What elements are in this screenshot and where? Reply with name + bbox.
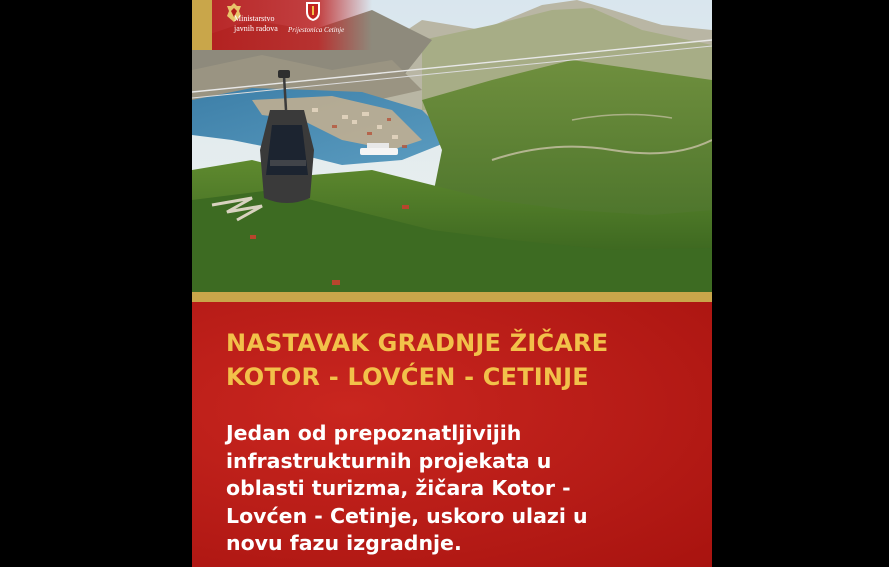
gold-accent-bar: [192, 0, 212, 50]
body-line: Jedan od prepoznatljivijih: [226, 421, 522, 445]
body-line: infrastrukturnih projekata u: [226, 448, 552, 473]
cetinje-name: Prijestonica Cetinje: [288, 26, 345, 34]
landscape-photo-kotor-bay-cable-car: [192, 0, 712, 292]
logo-header-bar: [192, 0, 372, 50]
body-line: oblasti turizma, žičara Kotor -: [226, 476, 571, 500]
headline-line-2: KOTOR - LOVĆEN - CETINJE: [226, 363, 589, 391]
headline-line-1: NASTAVAK GRADNJE ŽIČARE: [226, 329, 609, 357]
cetinje-crest-icon: [305, 0, 321, 22]
headline: [226, 326, 696, 394]
gold-divider-stripe: [192, 292, 712, 302]
body-paragraph: [226, 420, 696, 558]
news-poster: [192, 0, 712, 567]
body-line: Lovćen - Cetinje, uskoro ulazi u: [226, 503, 588, 528]
body-line: novu fazu izgradnje.: [226, 531, 462, 555]
ministry-name: Ministarstvo javnih radova: [234, 14, 278, 33]
